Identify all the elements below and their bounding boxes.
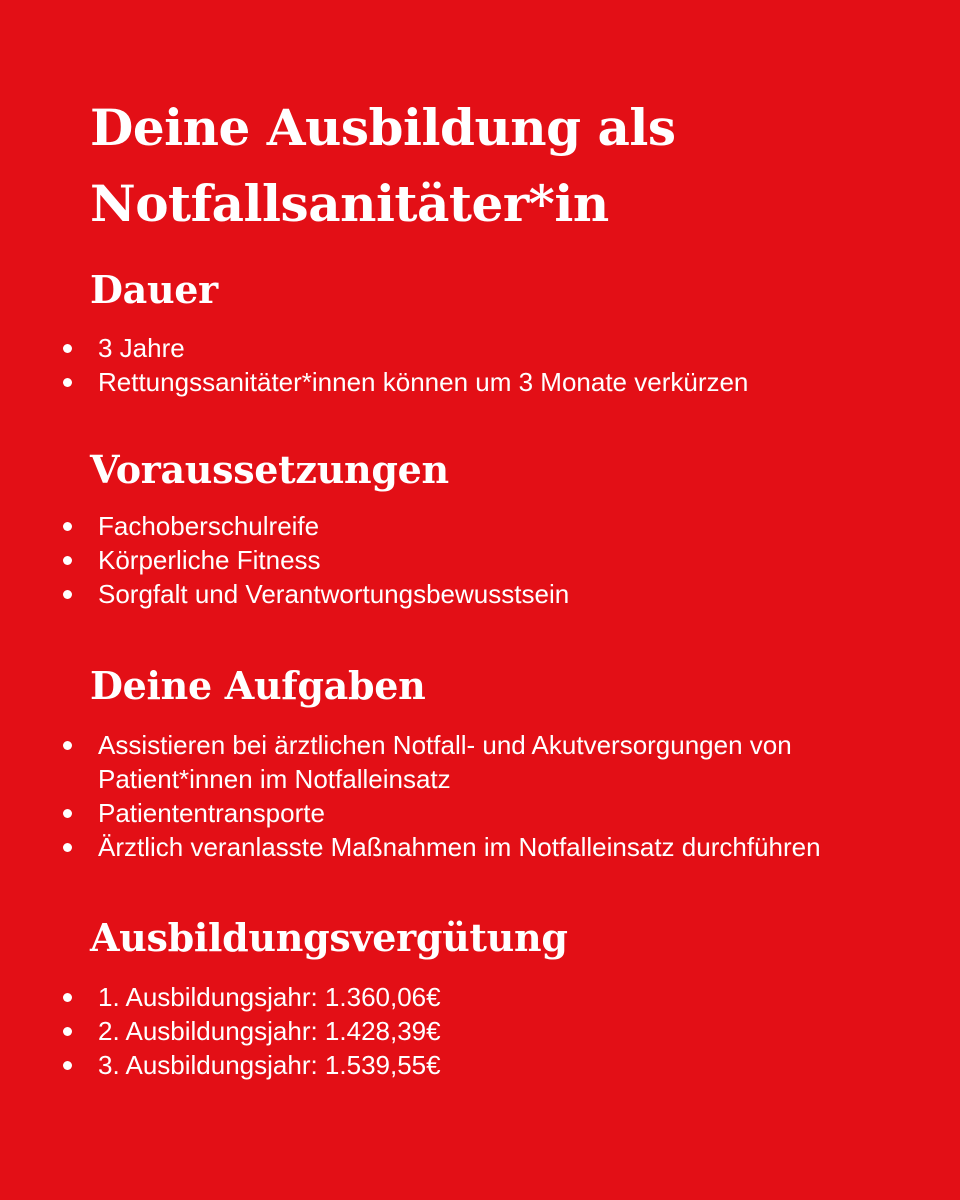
list-item [60,509,898,543]
list-item [60,1014,898,1048]
list-item-text: 3. Ausbildungsjahr: 1.539,55€ [98,1050,441,1080]
bullet-icon [63,522,72,531]
section-heading-dauer: Dauer [90,267,218,312]
list-voraussetzungen [60,509,898,611]
list-item [60,331,898,365]
list-item-text: 1. Ausbildungsjahr: 1.360,06€ [98,982,441,1012]
list-item [60,830,898,864]
list-item-text: Patiententransporte [98,798,325,828]
list-item [60,796,898,830]
list-item-text: Fachoberschulreife [98,511,320,541]
bullet-icon [63,809,72,818]
list-item-text: Ärztlich veranlasste Maßnahmen im Notfalleinsatz durchführen [98,832,821,862]
bullet-icon [63,378,72,387]
list-item [60,543,898,577]
section-heading-verguetung: Ausbildungsvergütung [90,915,568,960]
list-item-text: Körperliche Fitness [98,545,321,575]
bullet-icon [63,993,72,1002]
list-item-text: 2. Ausbildungsjahr: 1.428,39€ [98,1016,441,1046]
list-item-text: Assistieren bei ärztlichen Notfall- und Akutversorgungen von Patient*innen im Notfalleinsatz [98,730,792,794]
section-heading-voraussetzungen: Voraussetzungen [90,447,449,492]
bullet-icon [63,344,72,353]
list-item-text: 3 Jahre [98,333,185,363]
list-dauer [60,331,898,399]
list-item-text: Sorgfalt und Verantwortungsbewusstsein [98,579,570,609]
list-aufgaben [60,728,898,864]
bullet-icon [63,843,72,852]
bullet-icon [63,1061,72,1070]
bullet-icon [63,556,72,565]
list-item [60,577,898,611]
list-item [60,365,898,399]
bullet-icon [63,1027,72,1036]
list-verguetung [60,980,898,1082]
list-item-text: Rettungssanitäter*innen können um 3 Monate verkürzen [98,367,749,397]
section-heading-aufgaben: Deine Aufgaben [90,663,426,708]
page-title: Deine Ausbildung als Notfallsanitäter*in [90,98,676,233]
list-item [60,980,898,1014]
bullet-icon [63,590,72,599]
list-item [60,1048,898,1082]
list-item [60,728,898,796]
bullet-icon [63,741,72,750]
